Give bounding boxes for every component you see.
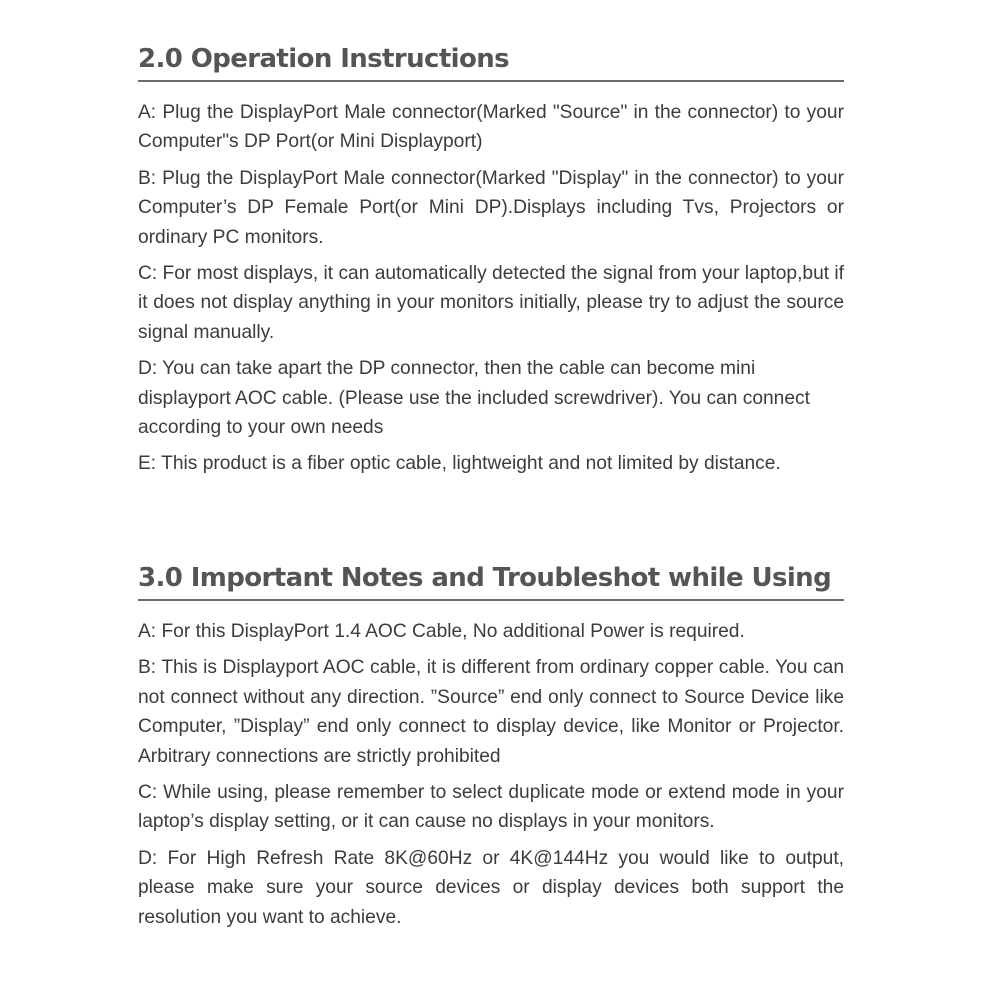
- operation-step-d: D: You can take apart the DP connector, then the cable can become mini displayport AOC cable. (Please use the included screwdriver). You can connect according to your own needs: [138, 358, 810, 439]
- note-c: C: While using, please remember to select duplicate mode or extend mode in your laptop’s display setting, or it can cause no displays in your monitors.: [138, 782, 844, 833]
- operation-instructions-section: [138, 42, 844, 486]
- operation-step-e: E: This product is a fiber optic cable, lightweight and not limited by distance.: [138, 453, 781, 475]
- note-a: A: For this DisplayPort 1.4 AOC Cable, No additional Power is required.: [138, 621, 745, 642]
- operation-instructions-list: [138, 98, 844, 479]
- operation-instructions-heading: 2.0 Operation Instructions: [138, 42, 844, 82]
- operation-step-b: B: Plug the DisplayPort Male connector(Marked "Display" in the connector) to your Computer’s DP Female Port(or Mini DP).Displays including Tvs, Projectors or ordinary PC monitors.: [138, 167, 844, 248]
- important-notes-section: [138, 561, 844, 939]
- note-b: B: This is Displayport AOC cable, it is different from ordinary copper cable. You can not connect without any direction. ”Source” end only connect to Source Device like Computer, ”Display” end only connect to display device, like Monitor or Projector. Arbitrary connections are strictly prohibited: [138, 657, 844, 767]
- important-notes-heading: 3.0 Important Notes and Troubleshot while Using: [138, 561, 844, 601]
- operation-step-c: C: For most displays, it can automatically detected the signal from your laptop,but if it does not display anything in your monitors initially, please try to adjust the source signal manually.: [138, 263, 845, 343]
- operation-step-a: A: Plug the DisplayPort Male connector(Marked "Source" in the connector) to your Computer"s DP Port(or Mini Displayport): [138, 102, 844, 153]
- note-d: D: For High Refresh Rate 8K@60Hz or 4K@144Hz you would like to output, please make sure your source devices or display devices both support the resolution you want to achieve.: [138, 847, 844, 928]
- important-notes-list: [138, 617, 844, 932]
